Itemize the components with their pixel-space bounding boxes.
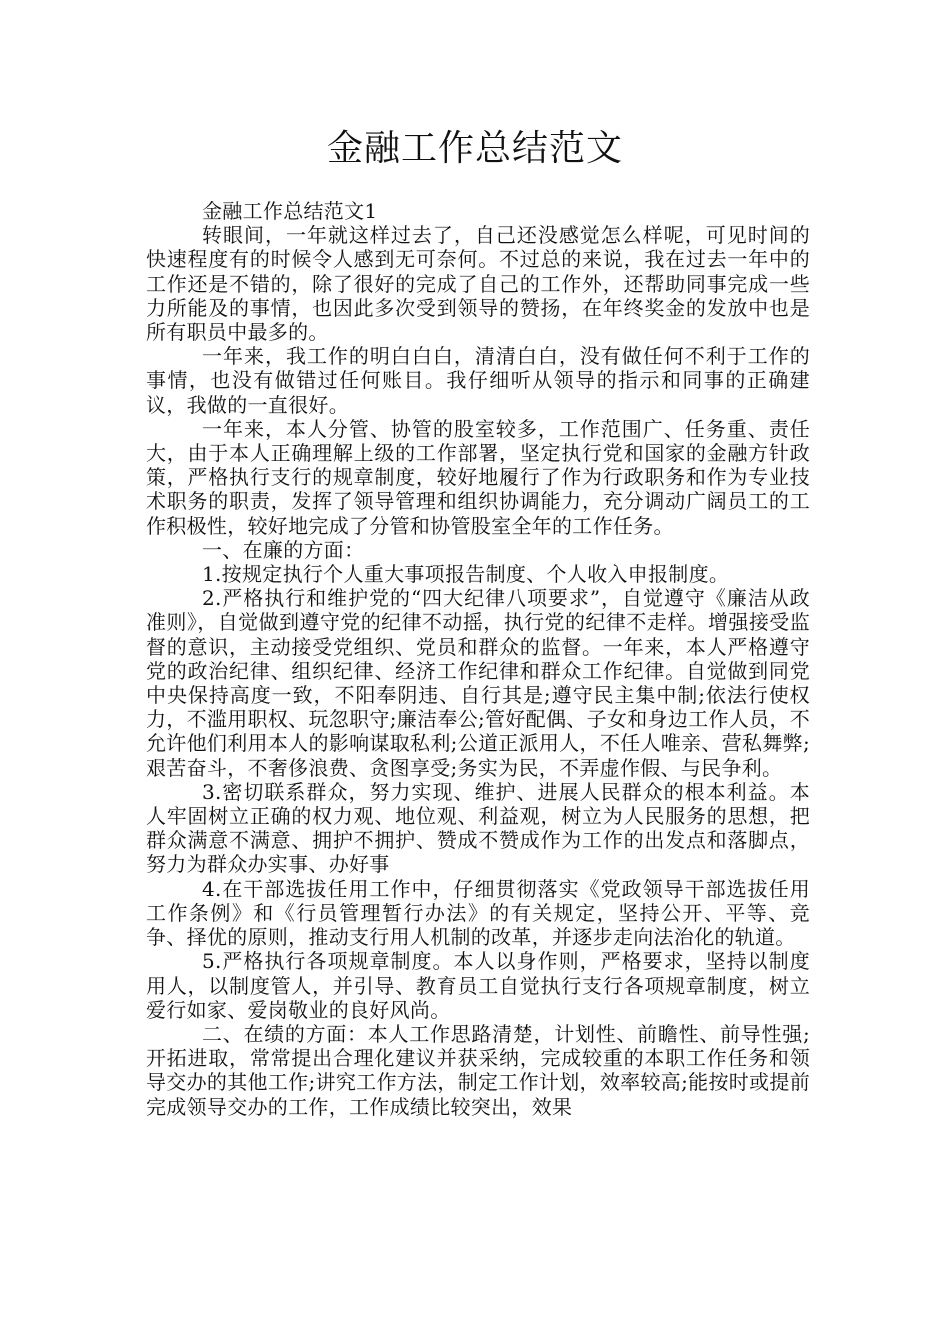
section-heading: 金融工作总结范文1 [202,199,378,223]
section-heading: 一、在廉的方面： [202,537,365,562]
paragraph: 一年来，本人分管、协管的股室较多，工作范围广、任务重、责任大，由于本人正确理解上级的工作部署，坚定执行党和国家的金融方针政策，严格执行支行的规章制度，较好地履行了作为行政职务和作为专业技术职务的职责，发挥了领导管理和组织协调能力，充分调动广阔员工的工作积极性，较好地完成了分管和协管股室全年的工作任务。 [146,416,810,538]
list-item: 2.严格执行和维护党的“四大纪律八项要求”，自觉遵守《廉洁从政准则》，自觉做到遵守党的纪律不动摇，执行党的纪律不走样。增强接受监督的意识，主动接受党组织、党员和群众的监督。一年来，本人严格遵守党的政治纪律、组织纪律、经济工作纪律和群众工作纪律。自觉做到同党中央保持高度一致，不阳奉阴违、自行其是;遵守民主集中制;依法行使权力，不滥用职权、玩忽职守;廉洁奉公;管好配偶、子女和身边工作人员，不允许他们利用本人的影响谋取私利;公道正派用人，不任人唯亲、营私舞弊;艰苦奋斗，不奢侈浪费、贪图享受;务实为民，不弄虚作假、与民争利。 [146,586,810,780]
document-body [146,199,810,1119]
document-title: 金融工作总结范文 [326,128,623,169]
paragraph: 一年来，我工作的明白白白，清清白白，没有做任何不利于工作的事情，也没有做错过任何账目。我仔细听从领导的指示和同事的正确建议，我做的一直很好。 [146,344,810,417]
paragraph: 转眼间，一年就这样过去了，自己还没感觉怎么样呢，可见时间的快速程度有的时候令人感到无可奈何。不过总的来说，我在过去一年中的工作还是不错的，除了很好的完成了自己的工作外，还帮助同事完成一些力所能及的事情，也因此多次受到领导的赞扬，在年终奖金的发放中也是所有职员中最多的。 [146,223,810,345]
list-item: 3.密切联系群众，努力实现、维护、进展人民群众的根本利益。本人牢固树立正确的权力观、地位观、利益观，树立为人民服务的思想，把群众满意不满意、拥护不拥护、赞成不赞成作为工作的出发点和落脚点，努力为群众办实事、办好事 [146,779,810,877]
list-item: 4.在干部选拔任用工作中，仔细贯彻落实《党政领导干部选拔任用工作条例》和《行员管理暂行办法》的有关规定，坚持公开、平等、竞争、择优的原则，推动支行用人机制的改革，并逐步走向法治化的轨道。 [146,876,810,950]
paragraph: 二、在绩的方面：本人工作思路清楚，计划性、前瞻性、前导性强;开拓进取，常常提出合理化建议并获采纳，完成较重的本职工作任务和领导交办的其他工作;讲究工作方法，制定工作计划，效率较高;能按时或提前完成领导交办的工作，工作成绩比较突出，效果 [146,1021,810,1119]
list-item: 1.按规定执行个人重大事项报告制度、个人收入申报制度。 [202,562,730,587]
list-item: 5.严格执行各项规章制度。本人以身作则，严格要求，坚持以制度用人，以制度管人，并引导、教育员工自觉执行支行各项规章制度，树立爱行如家、爱岗敬业的良好风尚。 [146,949,810,1022]
